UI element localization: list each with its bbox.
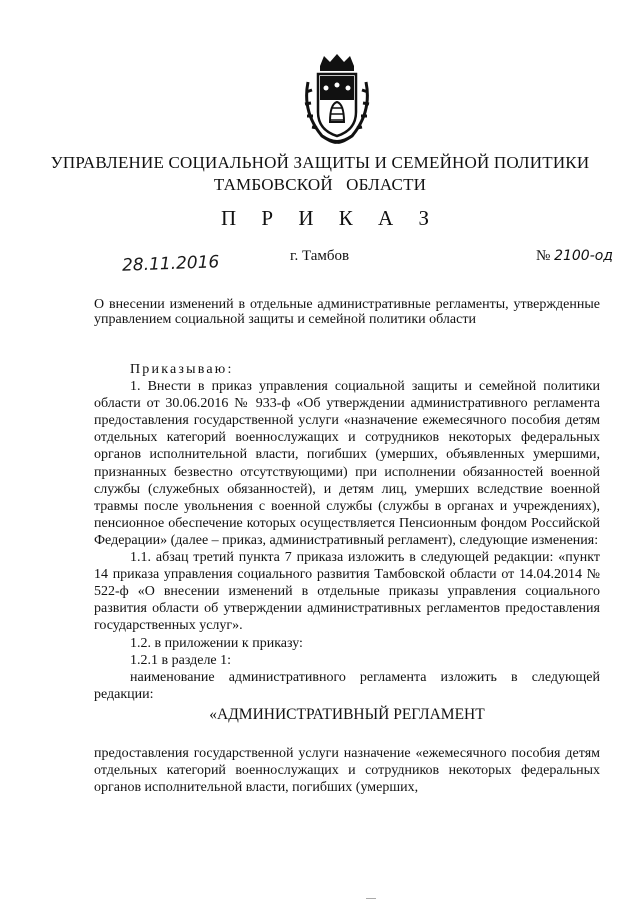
agency-name (0, 152, 640, 196)
paragraph-name-change: наименование административного регламента изложить в следующей редакции: (94, 669, 600, 702)
document-type-title: П Р И К А З (221, 206, 439, 230)
number-sign: № (536, 248, 551, 264)
regulation-title: «АДМИНИСТРАТИВНЫЙ РЕГЛАМЕНТ (209, 705, 485, 723)
handwritten-number: 2100-од (554, 248, 613, 264)
paragraph-1: 1. Внести в приказ управления социальной защиты и семейной политики области от 30.06.2016 № 933-ф «Об утверждении административного регламента предоставления государственной услуги «назначение ежемесячного пособия детям отдельных категорий военнослужащих и сотрудников некоторых федеральных органов исполнительной власти, погибших (умерших, объявленных умершими, признанных безвестно отсутствующими) при исполнении обязанностей военной службы (служебных обязанностей), и детям лиц, умерших вследствие военной травмы после увольнения с военной службы (службы в органах и учреждениях), пенсионное обеспечение которых осуществляется Пенсионным фондом Российской Федерации» (далее – приказ, административный регламент), следующие изменения: (94, 379, 600, 548)
order-subject: О внесении изменений в отдельные административные регламенты, утвержденные управлением социальной защиты и семейной политики области (94, 297, 600, 327)
paragraph-1-1: 1.1. абзац третий пункта 7 приказа изложить в следующей редакции: «пункт 14 приказа управления социального развития Тамбовской области от 14.04.2014 № 522-ф «О внесении изменений в отдельные приказы управления социального развития области об утверждении административных регламентов предоставления государственных услуг». (94, 550, 600, 634)
handwritten-date: 28.11.2016 (121, 252, 220, 276)
order-word: Приказываю: (130, 362, 234, 377)
paragraph-1-2: 1.2. в приложении к приказу: (130, 635, 303, 651)
tambov-coat-of-arms-icon (298, 52, 376, 146)
order-body (94, 361, 600, 796)
order-number (536, 248, 613, 265)
agency-line-2: ТАМБОВСКОЙ ОБЛАСТИ (213, 175, 427, 194)
agency-line-1: УПРАВЛЕНИЕ СОЦИАЛЬНОЙ ЗАЩИТЫ И СЕМЕЙНОЙ ПОЛИТИКИ (50, 153, 590, 172)
paragraph-1-2-1: 1.2.1 в разделе 1: (130, 652, 232, 668)
paragraph-regulation-text: предоставления государственной услуги назначение «ежемесячного пособия детям отдельных категорий военнослужащих и сотрудников некоторых федеральных органов исполнительной власти, погибших (умерших, (94, 745, 600, 796)
city-label: г. Тамбов (290, 248, 350, 264)
page-edge-mark (366, 898, 376, 899)
